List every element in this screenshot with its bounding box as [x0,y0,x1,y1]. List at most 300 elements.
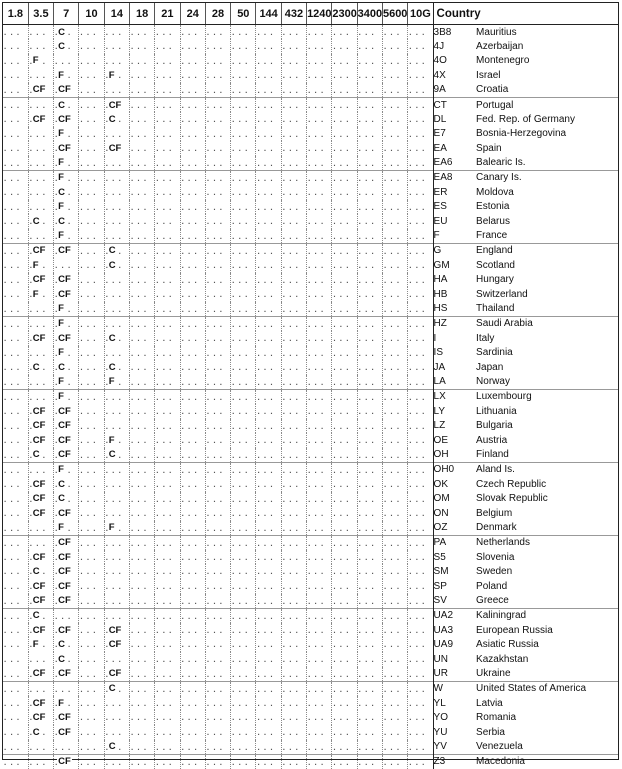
band-cell [332,710,357,725]
band-cell [256,346,281,361]
mode-mark: F [108,522,115,534]
band-cell [129,594,154,609]
mode-mark: CF [58,143,71,155]
table-row [3,229,618,244]
band-cell [281,331,306,346]
table-row [3,141,618,156]
band-cell [54,68,79,83]
prefix-cell: JA [433,361,446,373]
band-cell [256,448,281,463]
band-cell [332,127,357,142]
mode-mark: CF [32,624,46,636]
band-cell [382,214,407,229]
band-cell [281,477,306,492]
country-name-cell: Fed. Rep. of Germany [476,113,575,125]
country-name-cell: Asiatic Russia [476,639,539,651]
band-cell [104,170,129,185]
band-cell [382,127,407,142]
band-cell [129,419,154,434]
table-row [3,389,618,404]
band-cell [155,623,180,638]
band-cell [155,506,180,521]
band-cell [54,521,79,536]
band-cell [256,127,281,142]
country-name-cell: Bosnia-Herzegovina [476,128,567,140]
band-cell [231,477,256,492]
country-name-cell: Macedonia [476,754,618,769]
band-cell [205,696,230,711]
band-cell [180,681,205,696]
band-cell [307,623,332,638]
band-cell [3,156,28,171]
band-cell [382,287,407,302]
mode-mark: C [32,610,40,622]
table-row [3,331,618,346]
band-cell [256,637,281,652]
band-cell [104,564,129,579]
band-cell [104,608,129,623]
band-cell [382,594,407,609]
band-cell [408,448,433,463]
band-cell [129,710,154,725]
band-cell [129,229,154,244]
band-cell [54,316,79,331]
band-cell [256,273,281,288]
band-cell [307,229,332,244]
mode-mark: F [58,522,64,534]
country-name-cell: Spain [476,143,502,155]
table-row [3,492,618,507]
band-cell [79,112,104,127]
table-row [3,112,618,127]
band-cell [129,579,154,594]
band-cell [104,448,129,463]
band-cell [180,754,205,769]
band-cell [129,448,154,463]
band-cell [382,39,407,54]
band-cell [332,725,357,740]
band-cell [104,360,129,375]
band-cell [104,287,129,302]
band-cell [155,535,180,550]
band-cell [54,608,79,623]
band-cell [281,214,306,229]
band-cell [281,462,306,477]
band-cell [205,68,230,83]
band-cell [408,360,433,375]
band-cell [408,433,433,448]
band-cell [28,39,53,54]
band-cell [307,564,332,579]
band-cell [231,740,256,755]
band-cell [180,112,205,127]
band-cell [54,740,79,755]
band-cell [104,214,129,229]
band-cell [155,127,180,142]
band-cell [79,375,104,390]
band-cell [205,360,230,375]
band-header: 28 [205,3,230,25]
band-cell [205,623,230,638]
country-name-cell: Sardinia [476,347,513,359]
band-cell [408,696,433,711]
band-cell [256,550,281,565]
band-cell [408,141,433,156]
band-cell [408,681,433,696]
prefix-cell: OK [433,478,448,490]
country-name-cell: Slovak Republic [476,493,548,505]
band-cell [231,594,256,609]
band-cell [357,594,382,609]
country-name-cell: Latvia [476,697,503,709]
band-cell [231,696,256,711]
mode-mark: CF [58,668,71,680]
band-cell [307,696,332,711]
band-cell [205,170,230,185]
band-cell [357,185,382,200]
band-cell [129,68,154,83]
band-cell [3,667,28,682]
band-cell [3,258,28,273]
band-cell [382,696,407,711]
band-cell [129,740,154,755]
band-cell [281,97,306,112]
band-cell [382,667,407,682]
band-cell [155,360,180,375]
table-row [3,740,618,755]
band-cell [180,492,205,507]
band-cell [180,404,205,419]
band-cell [3,652,28,667]
band-cell [79,97,104,112]
mode-mark: CF [108,668,122,680]
band-cell [231,710,256,725]
band-cell [155,214,180,229]
band-cell [205,564,230,579]
table-row [3,68,618,83]
band-cell [155,550,180,565]
table-body [3,25,618,769]
band-cell [28,433,53,448]
band-cell [155,448,180,463]
band-cell [129,535,154,550]
band-cell [332,419,357,434]
band-cell [155,97,180,112]
band-cell [281,389,306,404]
band-cell [382,243,407,258]
band-cell [54,127,79,142]
band-cell [281,667,306,682]
band-cell [79,68,104,83]
band-header: 10G [408,3,433,25]
band-cell [205,667,230,682]
country-name-cell: Slovenia [476,551,515,563]
band-cell [256,25,281,40]
band-cell [231,331,256,346]
prefix-cell: PA [433,535,476,550]
band-cell [79,229,104,244]
band-cell [382,302,407,317]
country-name-cell: Estonia [476,201,510,213]
country-name-cell: Croatia [476,84,509,96]
mode-mark: F [32,259,39,271]
country-name-cell: Hungary [476,274,514,286]
band-cell [54,389,79,404]
mode-mark: F [58,70,64,82]
prefix-cell: HB [433,288,448,300]
country-name-cell: Azerbaijan [476,40,524,52]
band-header: 1240 [307,3,332,25]
band-cell [3,637,28,652]
band-cell [54,550,79,565]
table-row [3,214,618,229]
band-cell [307,535,332,550]
band-cell [307,448,332,463]
band-cell [408,83,433,98]
band-cell [357,287,382,302]
band-cell [54,579,79,594]
band-cell [104,39,129,54]
band-cell [307,25,332,40]
band-cell [281,170,306,185]
band-cell [104,302,129,317]
band-cell [357,667,382,682]
band-cell [205,302,230,317]
band-cell [332,229,357,244]
mode-mark: CF [58,566,71,578]
band-cell [104,667,129,682]
band-cell [79,448,104,463]
band-cell [382,579,407,594]
band-cell [54,419,79,434]
band-cell [256,623,281,638]
band-cell [54,433,79,448]
table-row [3,170,618,185]
band-cell [307,667,332,682]
band-cell [155,243,180,258]
band-cell [28,462,53,477]
band-cell [408,185,433,200]
band-cell [357,97,382,112]
band-cell [231,462,256,477]
band-cell [281,492,306,507]
band-cell [205,258,230,273]
mode-mark: CF [58,756,71,768]
table-row [3,725,618,740]
prefix-cell: EA6 [433,157,453,169]
band-cell [357,375,382,390]
band-cell [129,652,154,667]
band-cell [129,141,154,156]
band-cell [307,273,332,288]
country-name-cell: Belarus [476,216,510,228]
band-cell [357,54,382,69]
table-row [3,302,618,317]
mode-mark: C [58,639,65,651]
band-cell [155,594,180,609]
band-cell [54,214,79,229]
band-cell [79,535,104,550]
band-cell [79,492,104,507]
band-cell [231,608,256,623]
band-cell [382,462,407,477]
band-cell [256,258,281,273]
band-cell [357,623,382,638]
band-cell [28,594,53,609]
band-cell [332,54,357,69]
band-cell [332,214,357,229]
band-cell [256,681,281,696]
table-row [3,273,618,288]
band-cell [54,652,79,667]
band-cell [79,273,104,288]
band-cell [408,535,433,550]
band-cell [180,39,205,54]
band-cell [256,54,281,69]
band-cell [104,258,129,273]
band-cell [205,535,230,550]
table-row [3,652,618,667]
country-name-cell: Lithuania [476,405,517,417]
band-cell [28,112,53,127]
band-cell [382,477,407,492]
band-cell [205,346,230,361]
band-cell [307,477,332,492]
band-cell [256,740,281,755]
band-cell [180,331,205,346]
band-cell [408,346,433,361]
band-cell [155,141,180,156]
band-cell [54,243,79,258]
band-cell [382,492,407,507]
band-cell [180,389,205,404]
band-cell [180,462,205,477]
mode-mark: F [108,434,115,446]
band-cell [408,404,433,419]
band-cell [155,754,180,769]
band-cell [129,302,154,317]
band-cell [231,448,256,463]
mode-mark: C [108,245,116,257]
band-cell [281,273,306,288]
mode-mark: CF [58,434,71,446]
band-cell [155,287,180,302]
band-cell [104,740,129,755]
band-cell [231,725,256,740]
band-cell [332,462,357,477]
band-cell [180,83,205,98]
band-cell [256,710,281,725]
band-cell [54,594,79,609]
band-country-table [3,3,618,769]
band-cell [54,462,79,477]
band-cell [155,331,180,346]
country-name-cell: Sweden [476,566,513,578]
band-cell [256,725,281,740]
prefix-cell: 9A [433,84,446,96]
prefix-cell: HS [433,303,448,315]
band-header: 10 [79,3,104,25]
band-cell [3,316,28,331]
band-cell [357,360,382,375]
band-cell [332,360,357,375]
band-cell [155,346,180,361]
table-row [3,375,618,390]
mode-mark: CF [32,420,46,432]
band-cell [307,404,332,419]
band-cell [79,521,104,536]
country-name-cell: Saudi Arabia [476,316,618,331]
band-cell [28,156,53,171]
country-name-cell: Mauritius [476,26,517,38]
prefix-cell: I [433,332,437,344]
table-row [3,39,618,54]
band-cell [3,39,28,54]
prefix-cell: LX [433,389,476,404]
band-cell [155,696,180,711]
band-cell [256,316,281,331]
band-cell [54,637,79,652]
band-cell [205,637,230,652]
band-cell [408,608,433,623]
band-cell [28,54,53,69]
band-cell [281,54,306,69]
mode-mark: C [108,259,116,271]
band-cell [307,375,332,390]
band-cell [408,594,433,609]
band-cell [231,404,256,419]
band-cell [54,696,79,711]
band-cell [332,667,357,682]
band-cell [382,448,407,463]
mode-mark: CF [58,580,71,592]
band-cell [129,725,154,740]
band-cell [104,200,129,215]
band-cell [256,185,281,200]
band-cell [155,419,180,434]
band-cell [357,112,382,127]
band-cell [28,754,53,769]
table-row [3,287,618,302]
country-name-cell: United States of America [476,681,618,696]
mode-mark: CF [32,84,46,96]
band-cell [180,229,205,244]
table-row [3,550,618,565]
band-cell [382,637,407,652]
band-cell [281,360,306,375]
band-cell [180,710,205,725]
band-cell [307,258,332,273]
band-cell [155,477,180,492]
band-cell [281,185,306,200]
country-name-cell: Denmark [476,522,517,534]
band-cell [129,127,154,142]
band-header: 18 [129,3,154,25]
band-cell [256,419,281,434]
band-cell [382,200,407,215]
band-cell [79,389,104,404]
band-cell [231,287,256,302]
band-cell [79,360,104,375]
band-cell [256,243,281,258]
band-cell [357,83,382,98]
band-cell [357,316,382,331]
band-cell [79,39,104,54]
band-cell [54,492,79,507]
band-cell [205,375,230,390]
band-cell [54,375,79,390]
band-cell [54,535,79,550]
